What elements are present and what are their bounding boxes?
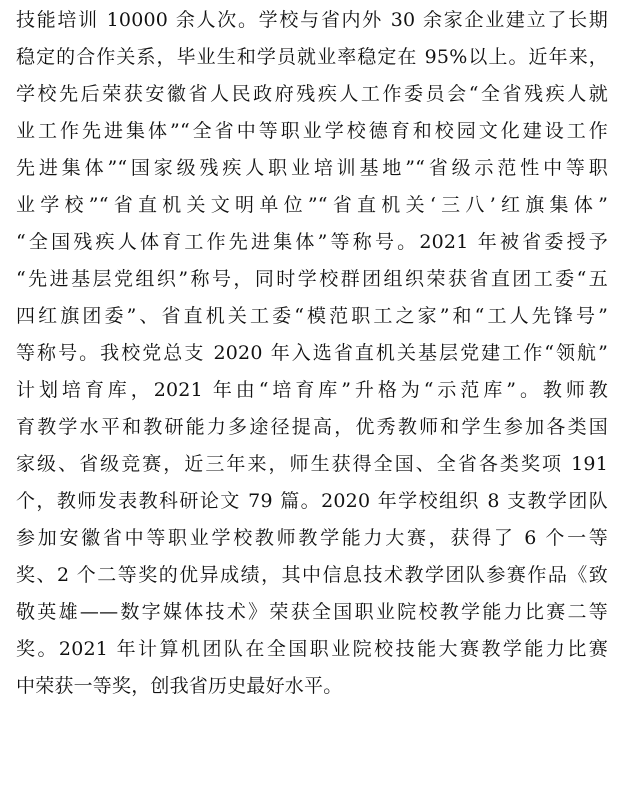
text-line-14: 个，教师发表教科研论文 79 篇。2020 年学校组织 8 支教学团队 — [16, 490, 608, 512]
text-line-3: 学校先后荣获安徽省人民政府残疾人工作委员会“全省残疾人就 — [16, 83, 608, 105]
text-line-12: 育教学水平和教研能力多途径提高，优秀教师和学生参加各类国 — [16, 416, 608, 438]
text-line-7: “全国残疾人体育工作先进集体”等称号。2021 年被省委授予 — [16, 231, 608, 253]
text-line-10: 等称号。我校党总支 2020 年入选省直机关基层党建工作“领航” — [16, 342, 608, 364]
text-line-19: 中荣获一等奖，创我省历史最好水平。 — [16, 675, 343, 697]
text-line-6: 业学校”“省直机关文明单位”“省直机关‘三八’红旗集体” — [16, 194, 608, 216]
text-line-17: 敬英雄——数字媒体技术》荣获全国职业院校教学能力比赛二等 — [16, 601, 608, 623]
text-line-18: 奖。2021 年计算机团队在全国职业院校技能大赛教学能力比赛 — [16, 638, 608, 660]
text-line-16: 奖、2 个二等奖的优异成绩，其中信息技术教学团队参赛作品《致 — [16, 564, 608, 586]
text-line-4: 业工作先进集体”“全省中等职业学校德育和校园文化建设工作 — [16, 120, 608, 142]
text-line-2: 稳定的合作关系，毕业生和学员就业率稳定在 95%以上。近年来， — [16, 46, 608, 68]
text-line-8: “先进基层党组织”称号，同时学校群团组织荣获省直团工委“五 — [16, 268, 608, 290]
text-line-15: 参加安徽省中等职业学校教师教学能力大赛，获得了 6 个一等 — [16, 527, 608, 549]
text-line-1: 技能培训 10000 余人次。学校与省内外 30 余家企业建立了长期 — [16, 9, 608, 31]
text-line-9: 四红旗团委”、省直机关工委“模范职工之家”和“工人先锋号” — [16, 305, 608, 327]
text-line-13: 家级、省级竞赛，近三年来，师生获得全国、全省各类奖项 191 — [16, 453, 608, 475]
text-line-5: 先进集体”“国家级残疾人职业培训基地”“省级示范性中等职 — [16, 157, 608, 179]
text-line-11: 计划培育库，2021 年由“培育库”升格为“示范库”。教师教 — [16, 379, 608, 401]
paragraph — [16, 2, 608, 705]
